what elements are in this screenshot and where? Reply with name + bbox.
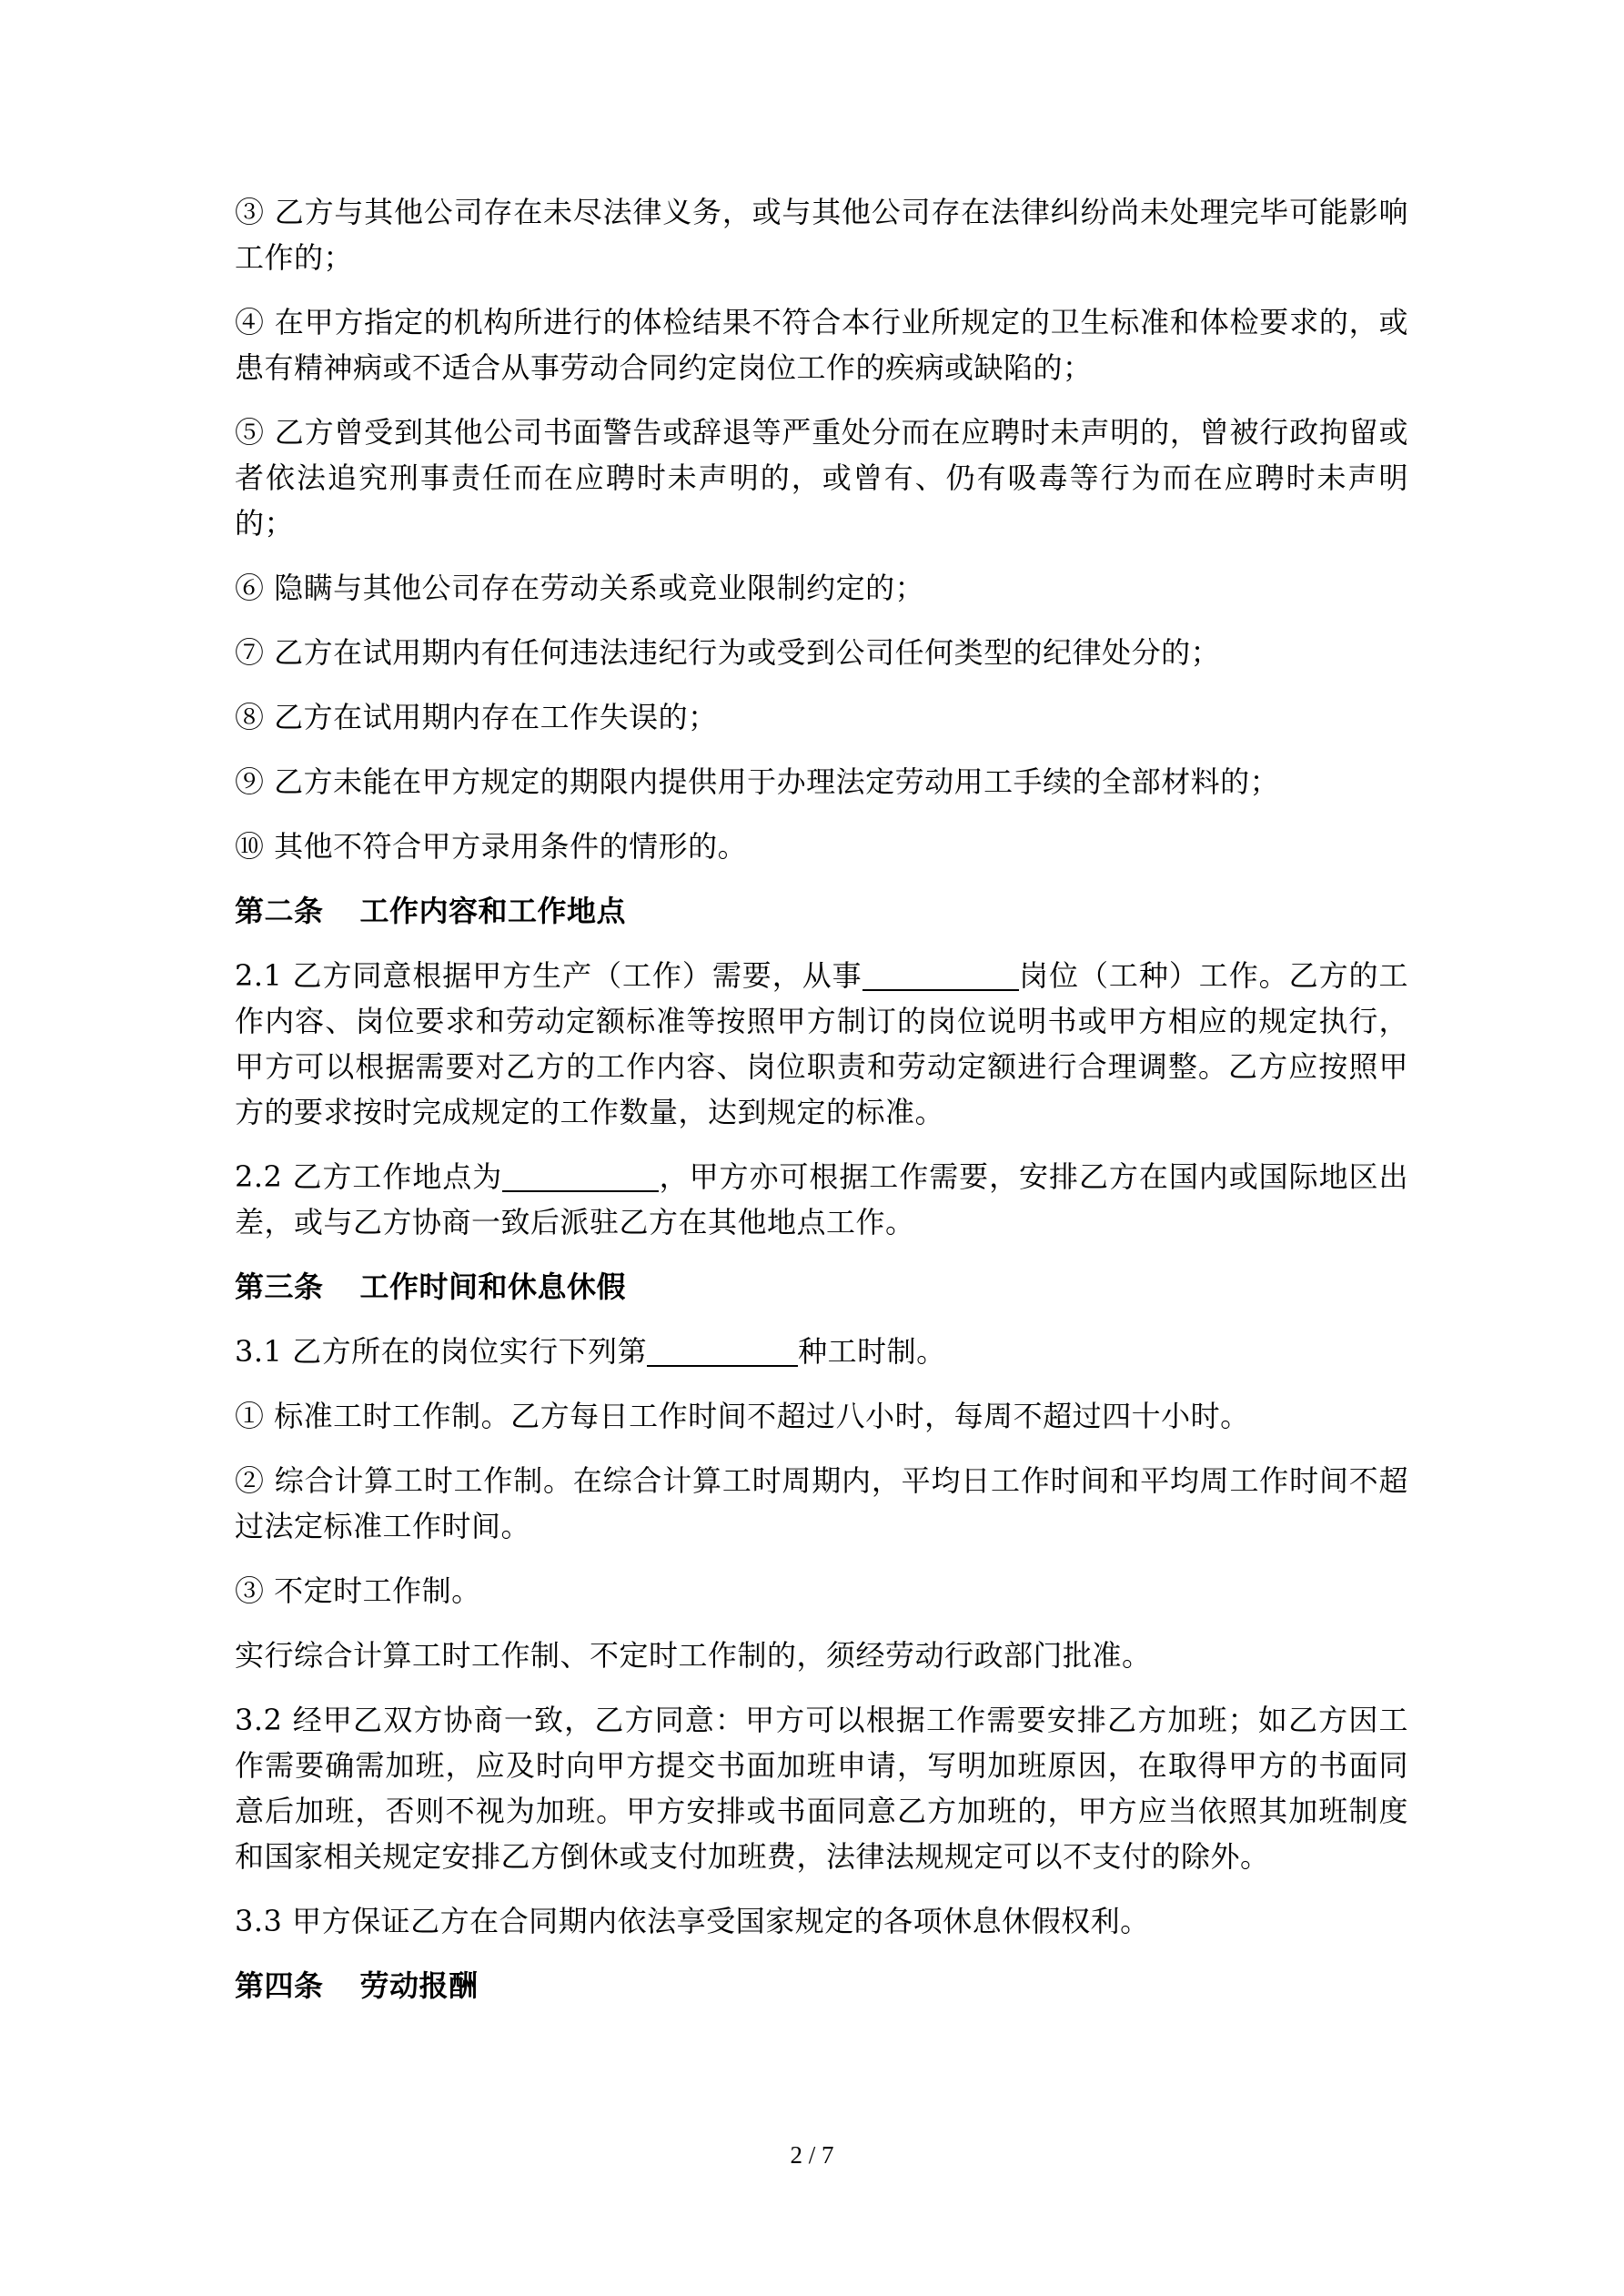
clause-3-1 xyxy=(235,1329,1408,1374)
article-3-title: 工作时间和休息休假 xyxy=(359,1269,627,1304)
clause-3-1-rest: 种工时制。 xyxy=(798,1334,946,1369)
work-hours-type-blank-field[interactable] xyxy=(647,1334,798,1367)
clause-item-8: ⑧ 乙方在试用期内存在工作失误的； xyxy=(235,700,718,734)
clause-3-1-lead: 3.1 乙方所在的岗位实行下列第 xyxy=(235,1334,648,1369)
clause-item-4: ④ 在甲方指定的机构所进行的体检结果不符合本行业所规定的卫生标准和体检要求的，或患有精神病或不适合从事劳动合同约定岗位工作的疾病或缺陷的； xyxy=(235,305,1408,385)
document-body xyxy=(235,189,1408,2028)
article-3-number: 第三条 xyxy=(235,1269,324,1304)
article-4-title: 劳动报酬 xyxy=(359,1968,479,2003)
clause-2-2-lead: 2.2 乙方工作地点为 xyxy=(235,1159,503,1194)
article-2-number: 第二条 xyxy=(235,894,324,928)
clause-item-5: ⑤ 乙方曾受到其他公司书面警告或辞退等严重处分而在应聘时未声明的，曾被行政拘留或者依法追究刑事责任而在应聘时未声明的，或曾有、仍有吸毒等行为而在应聘时未声明的； xyxy=(235,415,1408,541)
clause-2-1-lead: 2.1 乙方同意根据甲方生产（工作）需要，从事 xyxy=(235,958,862,993)
article-4-number: 第四条 xyxy=(235,1968,324,2003)
work-hours-option-2: ② 综合计算工时工作制。在综合计算工时周期内，平均日工作时间和平均周工作时间不超过法定标准工作时间。 xyxy=(235,1463,1408,1543)
work-hours-option-3: ③ 不定时工作制。 xyxy=(235,1573,481,1608)
clause-3-2: 3.2 经甲乙双方协商一致，乙方同意：甲方可以根据工作需要安排乙方加班；如乙方因工作需要确需加班，应及时向甲方提交书面加班申请，写明加班原因，在取得甲方的书面同意后加班，否则不视为加班。甲方安排或书面同意乙方加班的，甲方应当依照其加班制度和国家相关规定安排乙方倒休或支付加班费，法律法规规定可以不支付的除外。 xyxy=(235,1703,1408,1874)
article-3-heading xyxy=(235,1264,1408,1310)
clause-2-2-rest: ，甲方亦可根据工作需要，安排乙方在国内或国际地区出差，或与乙方协商一致后派驻乙方在其他地点工作。 xyxy=(235,1159,1408,1239)
clause-2-1 xyxy=(235,953,1408,1135)
clause-item-9: ⑨ 乙方未能在甲方规定的期限内提供用于办理法定劳动用工手续的全部材料的； xyxy=(235,764,1280,799)
article-2-title: 工作内容和工作地点 xyxy=(359,894,627,928)
work-location-blank-field[interactable] xyxy=(502,1159,659,1192)
page-indicator: 2 / 7 xyxy=(790,2141,834,2169)
article-2-heading xyxy=(235,888,1408,934)
clause-3-3: 3.3 甲方保证乙方在合同期内依法享受国家规定的各项休息休假权利。 xyxy=(235,1904,1150,1938)
clause-item-6: ⑥ 隐瞒与其他公司存在劳动关系或竞业限制约定的； xyxy=(235,571,925,605)
article-4-heading xyxy=(235,1963,1408,2008)
clause-2-2 xyxy=(235,1154,1408,1245)
position-blank-field[interactable] xyxy=(862,958,1019,991)
clause-item-7: ⑦ 乙方在试用期内有任何违法违纪行为或受到公司任何类型的纪律处分的； xyxy=(235,635,1221,670)
approval-note: 实行综合计算工时工作制、不定时工作制的，须经劳动行政部门批准。 xyxy=(235,1638,1152,1673)
clause-item-10: ⑩ 其他不符合甲方录用条件的情形的。 xyxy=(235,829,748,864)
work-hours-option-1: ① 标准工时工作制。乙方每日工作时间不超过八小时，每周不超过四十小时。 xyxy=(235,1399,1250,1433)
clause-2-1-rest: 岗位（工种）工作。乙方的工作内容、岗位要求和劳动定额标准等按照甲方制订的岗位说明书或甲方相应的规定执行，甲方可以根据需要对乙方的工作内容、岗位职责和劳动定额进行合理调整。乙方应按照甲方的要求按时完成规定的工作数量，达到规定的标准。 xyxy=(235,958,1408,1129)
clause-item-3: ③ 乙方与其他公司存在未尽法律义务，或与其他公司存在法律纠纷尚未处理完毕可能影响工作的； xyxy=(235,195,1408,275)
